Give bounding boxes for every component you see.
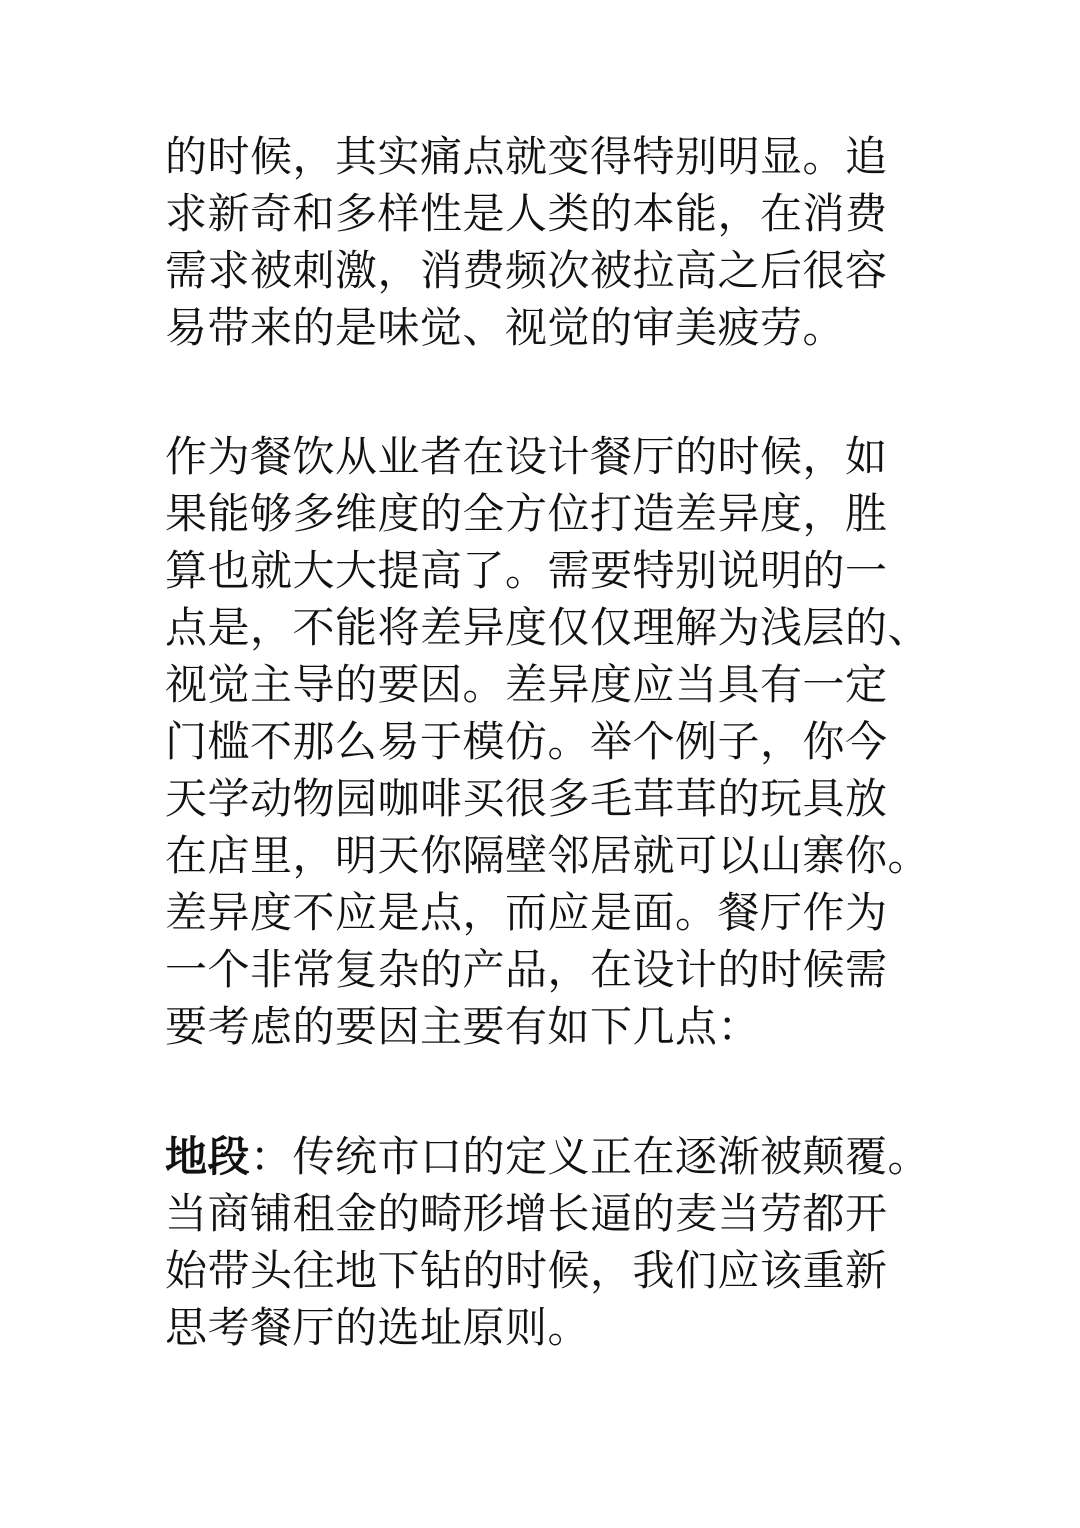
text-line: 易带来的是味觉、视觉的审美疲劳。 [165,303,846,352]
text-line: 门槛不那么易于模仿。举个例子，你今 [165,717,888,766]
text-line: 需求被刺激，消费频次被拉高之后很容 [165,246,888,295]
text-line [165,1128,931,1185]
paragraph-location [165,1128,931,1356]
text-line: 当商铺租金的畸形增长逼的麦当劳都开 [165,1189,888,1238]
text-line: 一个非常复杂的产品，在设计的时候需 [165,945,888,994]
text-line: 果能够多维度的全方位打造差异度，胜 [165,489,888,538]
text-line: 差异度不应是点，而应是面。餐厅作为 [165,888,888,937]
heading-line-rest: ：传统市口的定义正在逐渐被颠覆。 [250,1132,931,1181]
text-line: 在店里，明天你隔壁邻居就可以山寨你。 [165,831,931,880]
text-line: 始带头往地下钻的时候，我们应该重新 [165,1246,888,1295]
paragraph-aesthetic-fatigue [165,128,917,356]
text-line: 算也就大大提高了。需要特别说明的一 [165,546,888,595]
text-line: 点是，不能将差异度仅仅理解为浅层的、 [165,603,931,652]
article-body [165,128,931,1356]
paragraph-differentiation [165,428,931,1055]
text-line: 天学动物园咖啡买很多毛茸茸的玩具放 [165,774,888,823]
text-line: 的时候，其实痛点就变得特别明显。追 [165,132,888,181]
text-line: 思考餐厅的选址原则。 [165,1303,591,1352]
text-line: 求新奇和多样性是人类的本能，在消费 [165,189,888,238]
paragraph-spacer [165,356,917,428]
section-heading-location: 地段 [165,1132,251,1181]
text-line: 视觉主导的要因。差异度应当具有一定 [165,660,888,709]
text-line: 作为餐饮从业者在设计餐厅的时候，如 [165,432,888,481]
text-line: 要考虑的要因主要有如下几点： [165,1002,761,1051]
paragraph-spacer [165,1055,917,1128]
